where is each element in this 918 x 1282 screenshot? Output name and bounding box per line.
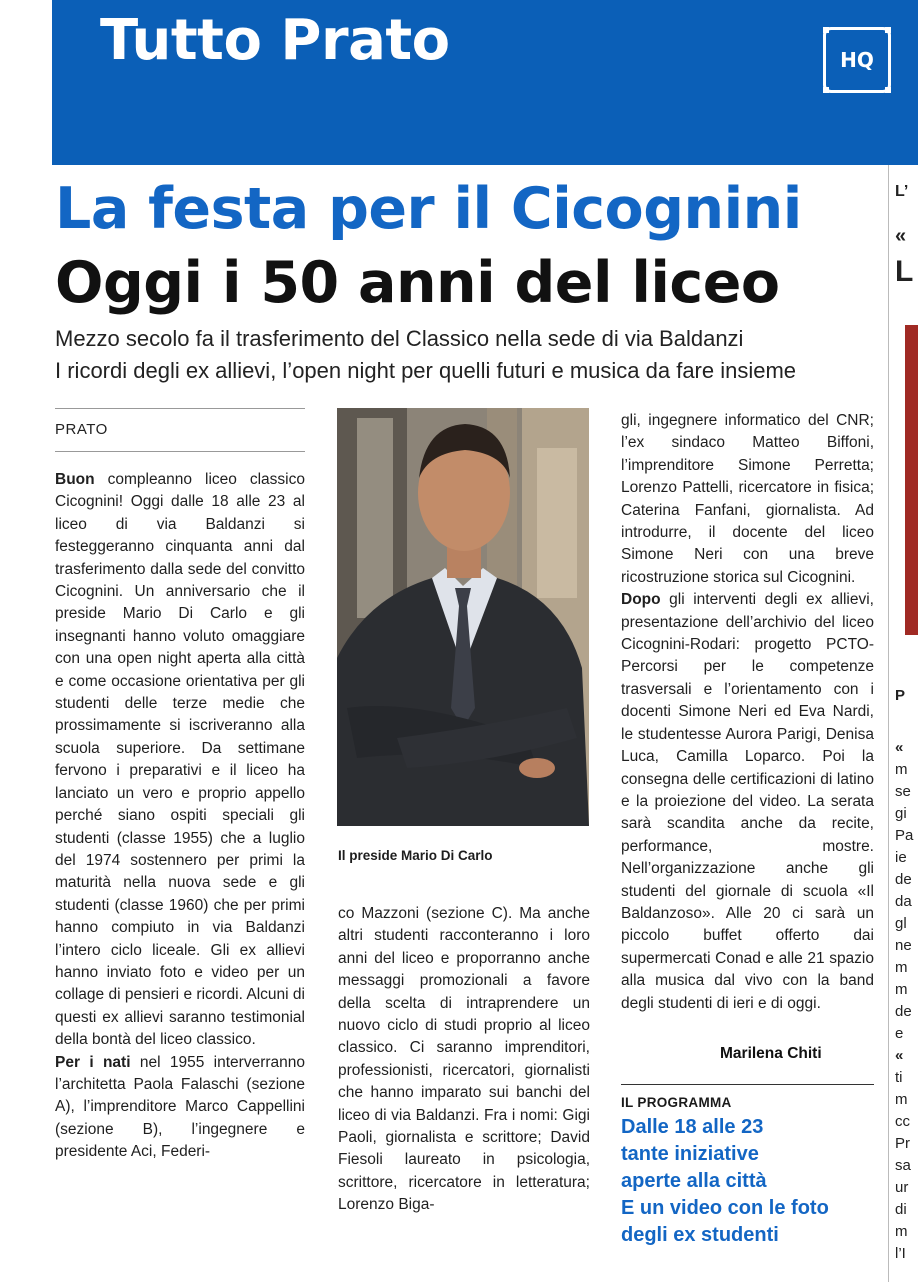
fragment: ur <box>895 1179 909 1196</box>
programma-box <box>621 1114 829 1249</box>
programma-line: Dalle 18 alle 23 <box>621 1116 764 1138</box>
paragraph-text: gli, ingegnere informatico del CNR; l’ex sindaco Matteo Biffoni, l’imprenditore Simone Perretta; Lorenzo Pattelli, ricercatore in fisica; Caterina Fanfani, giornalista. Ad introdurre, il docente del liceo Simone Neri con una breve ricostruzione storica sul Cicognini. <box>621 412 874 586</box>
fragment: e <box>895 1025 904 1042</box>
fragment: ti <box>895 1069 903 1086</box>
programma-line: aperte alla città <box>621 1170 767 1192</box>
fragment: Pa <box>895 827 914 844</box>
paragraph-lead: Per i nati <box>55 1053 131 1071</box>
article-column-3 <box>621 410 874 1015</box>
fragment: l’I <box>895 1245 906 1262</box>
fragment: m <box>895 1223 908 1240</box>
article-column-1 <box>55 469 305 1164</box>
fragment: cc <box>895 1113 910 1130</box>
fragment: di <box>895 1201 907 1218</box>
fragment: m <box>895 981 908 998</box>
subheadline-line-2: I ricordi degli ex allievi, l’open night per quelli futuri e musica da fare insieme <box>55 358 797 383</box>
section-title: Tutto Prato <box>100 8 450 73</box>
badge-corner <box>823 27 829 33</box>
photo-caption: Il preside Mario Di Carlo <box>338 848 493 863</box>
hq-badge-label: HQ <box>840 48 874 72</box>
paragraph-lead: Buon <box>55 471 95 488</box>
fragment: L <box>895 255 914 288</box>
paragraph <box>55 469 305 1052</box>
headline: La festa per il Cicognini <box>55 176 802 242</box>
fragment: gi <box>895 805 907 822</box>
badge-corner <box>885 87 891 93</box>
fragment: L’ <box>895 183 909 200</box>
paragraph <box>621 589 874 1015</box>
fragment: de <box>895 871 912 888</box>
fragment: sa <box>895 1157 911 1174</box>
paragraph <box>55 1052 305 1164</box>
programma-label: IL PROGRAMMA <box>621 1095 732 1110</box>
fragment: gl <box>895 915 907 932</box>
photo-fragment <box>905 325 918 635</box>
programma-line: tante iniziative <box>621 1143 759 1165</box>
dateline: PRATO <box>55 421 108 438</box>
fragment: m <box>895 761 908 778</box>
fragment: « <box>895 225 907 247</box>
badge-corner <box>885 27 891 33</box>
programma-line: degli ex studenti <box>621 1224 779 1246</box>
hq-badge-icon <box>823 27 891 93</box>
divider <box>621 1084 874 1085</box>
paragraph-text: gli interventi degli ex allievi, presentazione dell’archivio del liceo Cicognini-Rodari: progetto PCTO-Percorsi per le competenze trasversali e l’orientamento con i docenti Simone Neri ed Eva Nardi, le studentesse Aurora Parigi, Denisa Luca, Camilla Loparco. Poi la consegna delle certificazioni di latino e la proiezione del video. La serata sarà scandita anche da recite, performance, mostre. Nell’organizzazione anche gli studenti del giornale di scuola «Il Baldanzoso». Alle 20 ci sarà un piccolo buffet offerto dai supermercati Conad e alle 21 spazio alla musica dal vivo con la band degli studenti di ieri e di oggi. <box>621 591 874 1012</box>
fragment: ne <box>895 937 912 954</box>
paragraph-lead: Dopo <box>621 591 661 609</box>
paragraph-text: co Mazzoni (sezione C). Ma anche altri studenti racconteranno i loro anni del liceo e proporranno anche messaggi promozionali a favore della scelta di intraprendere un nuovo ciclo di studi proprio al liceo classico. Ci saranno imprenditori, professionisti, ricercatori, giornalisti che hanno imparato sui banchi del liceo di via Baldanzi. Fra i nomi: Gigi Paoli, giornalista e scrittore; David Fiesoli laureato in psicologia, scrittore, ricercatore in letteratura; Lorenzo Biga- <box>338 905 590 1214</box>
fragment: « <box>895 739 904 756</box>
headline-secondary: Oggi i 50 anni del liceo <box>55 250 780 316</box>
fragment: da <box>895 893 912 910</box>
programma-line: E un video con le foto <box>621 1197 829 1219</box>
fragment: se <box>895 783 911 800</box>
fragment: ie <box>895 849 907 866</box>
divider <box>55 451 305 452</box>
paragraph-text: compleanno liceo classico Cicognini! Oggi dalle 18 alle 23 al liceo di via Baldanzi si festeggeranno cinquanta anni dal trasferimento dalla sede del convitto Cicognini. Un anniversario che il preside Mario Di Carlo e gli insegnanti hanno voluto omaggiare con una open night aperta alla città e come occasione orientativa per gli studenti delle terze medie che prossimamente si iscriveranno alla scuola superiore. Da settimane fervono i preparativi e il liceo ha lanciato un vero e proprio appello perché siano ospiti speciali gli studenti (classe 1955) che a luglio del 1974 sostennero per primi la maturità nella nuova sede e gli studenti (classe 1960) che per primi hanno compiuto in via Baldanzi l’intero ciclo liceale. Gli ex allievi hanno inviato foto e video per un collage di pensieri e ricordi. Alcuni di questi ex allievi saranno testimonial della bontà del liceo classico. <box>55 471 305 1049</box>
fragment: Pr <box>895 1135 910 1152</box>
badge-corner <box>823 87 829 93</box>
subheadline-line-1: Mezzo secolo fa il trasferimento del Classico nella sede di via Baldanzi <box>55 326 744 351</box>
article-column-2 <box>338 903 590 1217</box>
fragment: m <box>895 1091 908 1108</box>
fragment: de <box>895 1003 912 1020</box>
adjacent-article-edge <box>888 165 918 1282</box>
divider <box>55 408 305 409</box>
fragment: P <box>895 687 906 704</box>
portrait-photo <box>337 408 589 826</box>
fragment: m <box>895 959 908 976</box>
author-signature: Marilena Chiti <box>720 1045 822 1062</box>
paragraph-text: nel 1955 interverranno l’architetta Paola Falaschi (sezione A), l’imprenditore Marco Cappellini (sezione B), l’ingegnere e presidente Aci, Federi- <box>55 1053 306 1161</box>
portrait-illustration <box>337 408 589 826</box>
fragment: « <box>895 1047 904 1064</box>
